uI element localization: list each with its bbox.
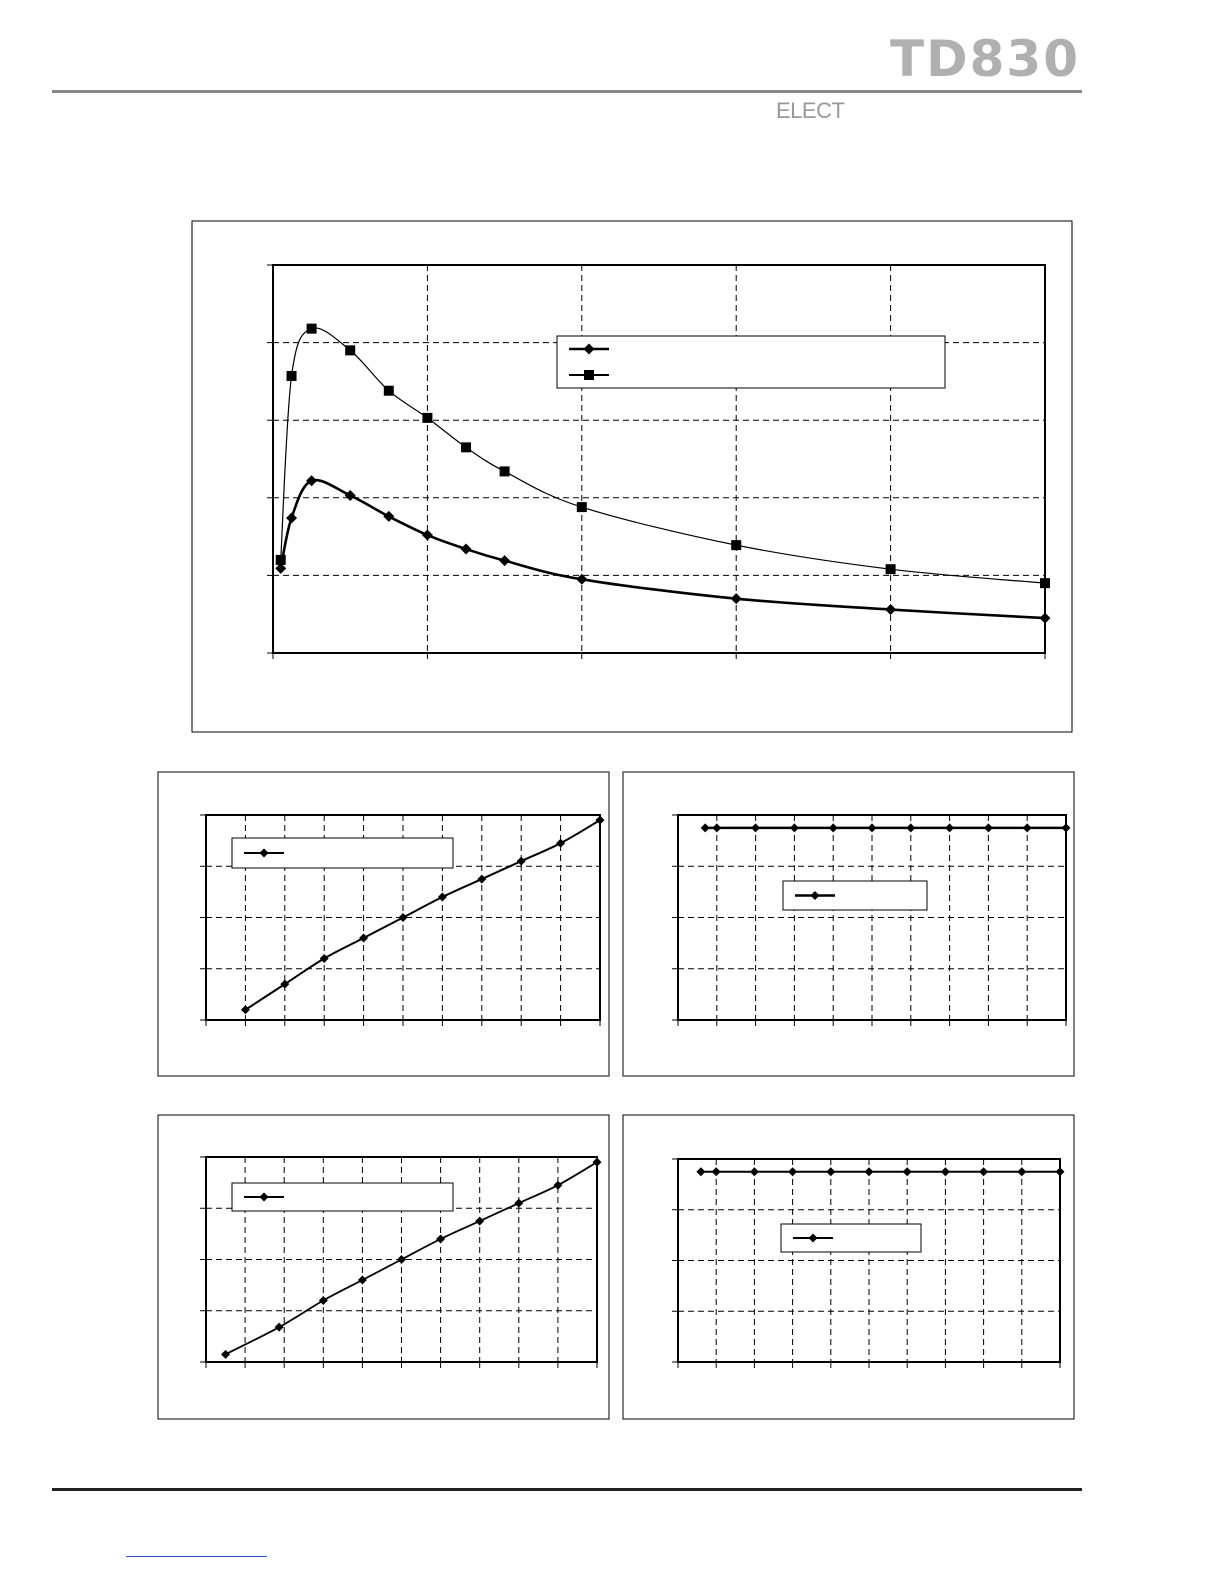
chart-frame [623,772,1074,1076]
chart-frame [158,1115,609,1419]
data-point [307,324,317,334]
data-point [399,913,408,922]
data-point [731,540,741,550]
brand-logo: TD830 [890,30,1080,88]
data-point [751,823,760,832]
chart-bottom-left [158,1115,609,1419]
page-subtitle: ELECT [776,98,845,123]
data-point [941,1167,950,1176]
chart-frame [192,221,1072,732]
data-point [886,564,896,574]
data-point [438,893,447,902]
data-point [1056,1167,1065,1176]
chart-frame [158,772,609,1076]
data-point [984,823,993,832]
data-point [345,490,356,501]
data-point [477,875,486,884]
data-point [319,1296,328,1305]
chart-bottom-right [623,1115,1074,1419]
data-point [577,502,587,512]
data-point [712,823,721,832]
data-point [829,823,838,832]
data-point [276,555,286,565]
data-point [868,823,877,832]
data-point [701,823,710,832]
data-point [499,555,510,566]
data-point [1040,613,1051,624]
data-point [826,1167,835,1176]
data-point [885,604,896,615]
data-point [383,511,394,522]
data-point [750,1167,759,1176]
data-point [422,530,433,541]
data-point [221,1350,230,1359]
data-point [553,1181,562,1190]
data-point [906,823,915,832]
data-point [596,816,605,825]
data-point [903,1167,912,1176]
plot-area [273,265,1045,653]
data-point [422,413,432,423]
data-point [865,1167,874,1176]
legend-swatch-marker [584,370,594,380]
data-point [731,593,742,604]
data-point [286,512,297,523]
data-point [1023,823,1032,832]
data-point [517,857,526,866]
footer-rule [52,1488,1082,1491]
data-point [500,466,510,476]
data-point [712,1167,721,1176]
chart-middle-right [623,772,1074,1076]
chart-frame [623,1115,1074,1419]
data-point [345,345,355,355]
data-point [696,1167,705,1176]
legend-box [557,336,945,388]
data-point [461,442,471,452]
data-point [475,1217,484,1226]
data-point [320,954,329,963]
footer-link[interactable] [126,1556,267,1557]
data-point [384,386,394,396]
data-point [436,1235,445,1244]
data-point [593,1158,602,1167]
data-point [275,1323,284,1332]
data-point [514,1199,523,1208]
data-point [287,371,297,381]
data-point [359,934,368,943]
data-point [461,544,472,555]
data-point [788,1167,797,1176]
data-point [790,823,799,832]
data-point [556,839,565,848]
data-point [945,823,954,832]
main-chart [192,221,1072,732]
data-point [1017,1167,1026,1176]
data-point [1040,578,1050,588]
data-point [358,1276,367,1285]
data-point [1062,823,1071,832]
series-line [281,480,1045,618]
data-point [397,1255,406,1264]
data-point [979,1167,988,1176]
chart-middle-left [158,772,609,1076]
